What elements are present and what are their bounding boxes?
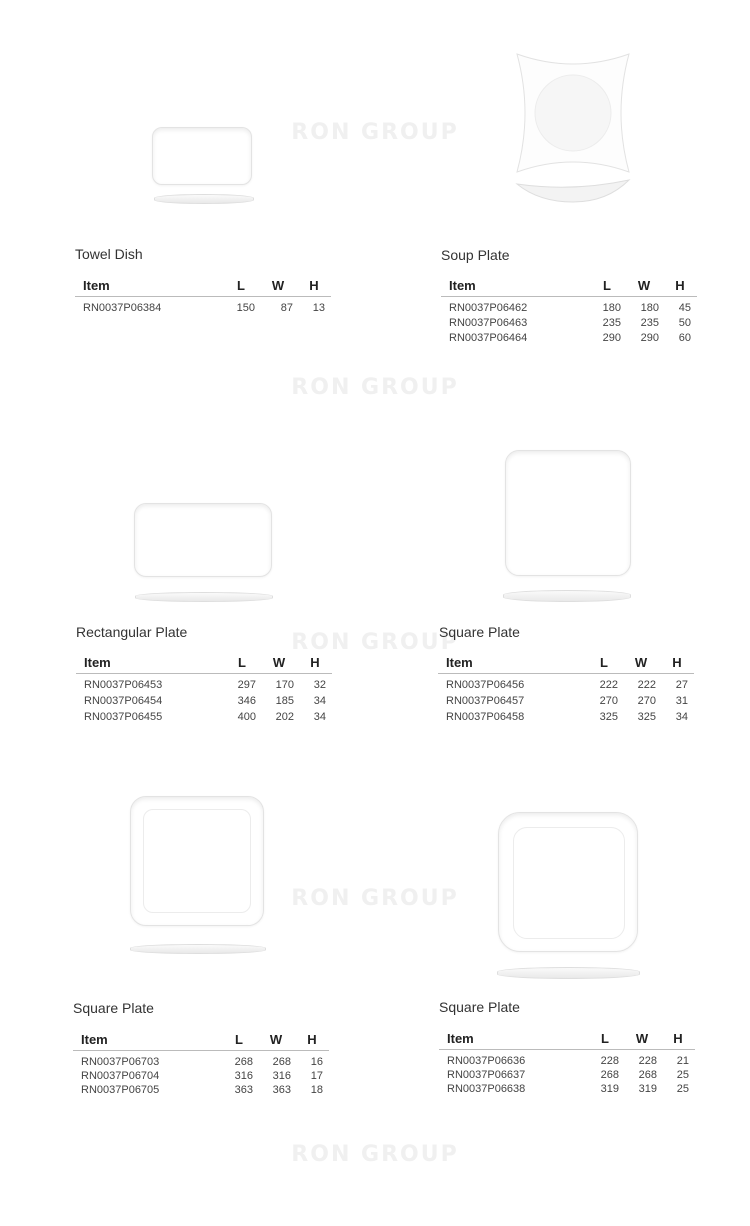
header-w: W — [637, 278, 651, 293]
product-image-side — [515, 178, 631, 204]
cell-h: 32 — [313, 679, 326, 691]
spec-table — [75, 274, 331, 314]
table-row — [441, 314, 697, 329]
product-image-top — [515, 52, 631, 174]
header-l: L — [235, 1032, 243, 1047]
cell-l: 400 — [237, 711, 256, 723]
cell-w: 228 — [638, 1055, 657, 1067]
cell-w: 222 — [637, 679, 656, 691]
cell-w: 180 — [640, 302, 659, 314]
cell-item: RN0037P06458 — [446, 711, 525, 723]
cell-w: 290 — [640, 332, 659, 344]
table-row — [76, 708, 332, 724]
watermark: RON GROUP — [291, 1142, 459, 1167]
cell-h: 50 — [678, 317, 691, 329]
cell-item: RN0037P06464 — [449, 332, 528, 344]
spec-table — [438, 651, 694, 724]
cell-w: 325 — [637, 711, 656, 723]
header-w: W — [272, 655, 286, 670]
cell-item: RN0037P06454 — [84, 695, 163, 707]
product-title: Square Plate — [73, 1000, 154, 1016]
cell-l: 222 — [599, 679, 618, 691]
cell-h: 60 — [678, 332, 691, 344]
cell-w: 185 — [275, 695, 294, 707]
cell-l: 319 — [600, 1083, 619, 1095]
cell-h: 27 — [675, 679, 688, 691]
cell-w: 319 — [638, 1083, 657, 1095]
table-row — [73, 1067, 329, 1081]
product-title: Square Plate — [439, 999, 520, 1015]
cell-h: 25 — [676, 1083, 689, 1095]
cell-l: 325 — [599, 711, 618, 723]
cell-w: 202 — [275, 711, 294, 723]
cell-l: 180 — [602, 302, 621, 314]
header-w: W — [271, 278, 285, 293]
product-title: Square Plate — [439, 624, 520, 640]
header-item: Item — [446, 655, 473, 670]
cell-h: 31 — [675, 695, 688, 707]
product-image-side — [503, 590, 631, 602]
watermark: RON GROUP — [291, 120, 459, 145]
cell-l: 270 — [599, 695, 618, 707]
watermark: RON GROUP — [291, 630, 459, 655]
spec-table — [76, 651, 332, 724]
cell-h: 34 — [675, 711, 688, 723]
plate-well — [143, 809, 251, 913]
header-item: Item — [449, 278, 476, 293]
table-row — [438, 708, 694, 724]
cell-item: RN0037P06463 — [449, 317, 528, 329]
header-w: W — [635, 1031, 649, 1046]
cell-h: 45 — [678, 302, 691, 314]
cell-l: 268 — [600, 1069, 619, 1081]
product-title: Rectangular Plate — [76, 624, 188, 640]
cell-l: 150 — [236, 302, 255, 314]
header-h: H — [309, 278, 319, 293]
cell-item: RN0037P06703 — [81, 1056, 160, 1068]
watermark: RON GROUP — [291, 375, 459, 400]
cell-item: RN0037P06453 — [84, 679, 163, 691]
cell-l: 290 — [602, 332, 621, 344]
cell-w: 363 — [272, 1084, 291, 1096]
table-row — [75, 299, 331, 314]
cell-h: 25 — [676, 1069, 689, 1081]
cell-item: RN0037P06456 — [446, 679, 525, 691]
header-item: Item — [84, 655, 111, 670]
spec-table-header — [439, 1027, 695, 1050]
cell-l: 268 — [234, 1056, 253, 1068]
product-image-top — [498, 812, 638, 952]
spec-table — [441, 274, 697, 344]
product-image-top — [505, 450, 631, 576]
table-row — [439, 1080, 695, 1094]
cell-w: 268 — [638, 1069, 657, 1081]
cell-item: RN0037P06384 — [83, 302, 162, 314]
cell-l: 297 — [237, 679, 256, 691]
product-image-top — [134, 503, 272, 577]
header-item: Item — [83, 278, 110, 293]
cell-l: 346 — [237, 695, 256, 707]
spec-table-header — [75, 274, 331, 297]
cell-item: RN0037P06637 — [447, 1069, 526, 1081]
header-w: W — [634, 655, 648, 670]
product-image-side — [154, 194, 254, 204]
table-row — [73, 1053, 329, 1067]
header-h: H — [673, 1031, 683, 1046]
cell-h: 16 — [310, 1056, 323, 1068]
cell-l: 363 — [234, 1084, 253, 1096]
cell-l: 235 — [602, 317, 621, 329]
header-w: W — [269, 1032, 283, 1047]
header-h: H — [675, 278, 685, 293]
spec-table — [439, 1027, 695, 1094]
cell-h: 18 — [310, 1084, 323, 1096]
cell-h: 13 — [312, 302, 325, 314]
header-h: H — [307, 1032, 317, 1047]
header-l: L — [238, 655, 246, 670]
cell-w: 270 — [637, 695, 656, 707]
product-image-side — [497, 967, 640, 979]
header-item: Item — [447, 1031, 474, 1046]
cell-h: 34 — [313, 695, 326, 707]
cell-item: RN0037P06462 — [449, 302, 528, 314]
cell-h: 17 — [310, 1070, 323, 1082]
table-row — [438, 692, 694, 708]
spec-table-header — [73, 1028, 329, 1051]
header-l: L — [601, 1031, 609, 1046]
table-row — [439, 1052, 695, 1066]
cell-w: 170 — [275, 679, 294, 691]
cell-w: 87 — [280, 302, 293, 314]
cell-w: 268 — [272, 1056, 291, 1068]
product-title: Towel Dish — [75, 246, 143, 262]
table-row — [76, 692, 332, 708]
table-row — [76, 676, 332, 692]
header-l: L — [600, 655, 608, 670]
cell-item: RN0037P06705 — [81, 1084, 160, 1096]
header-h: H — [672, 655, 682, 670]
header-item: Item — [81, 1032, 108, 1047]
plate-well — [513, 827, 625, 939]
header-l: L — [603, 278, 611, 293]
product-image-top — [130, 796, 264, 926]
cell-item: RN0037P06638 — [447, 1083, 526, 1095]
product-title: Soup Plate — [441, 247, 510, 263]
cell-item: RN0037P06457 — [446, 695, 525, 707]
cell-w: 235 — [640, 317, 659, 329]
table-row — [73, 1081, 329, 1095]
watermark: RON GROUP — [291, 886, 459, 911]
cell-h: 21 — [676, 1055, 689, 1067]
cell-l: 316 — [234, 1070, 253, 1082]
cell-h: 34 — [313, 711, 326, 723]
spec-table-header — [441, 274, 697, 297]
product-image-side — [130, 944, 266, 954]
header-l: L — [237, 278, 245, 293]
cell-item: RN0037P06636 — [447, 1055, 526, 1067]
product-image-top — [152, 127, 252, 185]
spec-table-header — [438, 651, 694, 674]
spec-table-header — [76, 651, 332, 674]
table-row — [441, 329, 697, 344]
cell-item: RN0037P06455 — [84, 711, 163, 723]
cell-item: RN0037P06704 — [81, 1070, 160, 1082]
product-image-side — [135, 592, 273, 602]
table-row — [439, 1066, 695, 1080]
table-row — [441, 299, 697, 314]
cell-l: 228 — [600, 1055, 619, 1067]
header-h: H — [310, 655, 320, 670]
table-row — [438, 676, 694, 692]
cell-w: 316 — [272, 1070, 291, 1082]
spec-table — [73, 1028, 329, 1095]
